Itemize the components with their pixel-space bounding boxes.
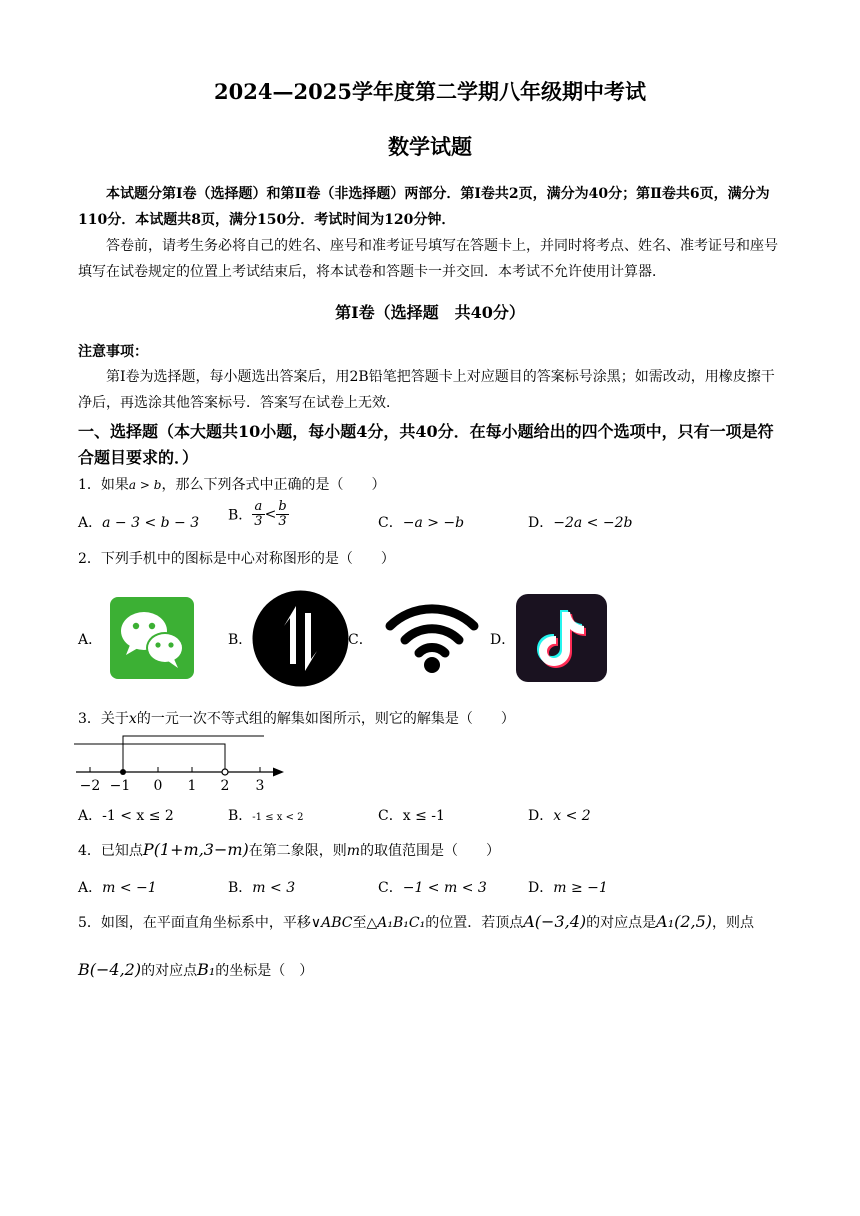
exam-subtitle: 数学试题 xyxy=(388,134,472,159)
tick-label: 3 xyxy=(255,778,265,794)
transfer-arrows-icon xyxy=(252,590,349,687)
question-3-option-a: A．-1 < x ≤ 2 xyxy=(78,808,174,824)
notice-text: 第Ⅰ卷为选择题，每小题选出答案后，用2B铅笔把答题卡上对应题目的答案标号涂黑；如需改动，用橡皮擦干净后，再选涂其他答案标号．答案写在试卷上无效． xyxy=(78,369,775,411)
question-2-option-c-label: C． xyxy=(348,632,373,648)
question-1-option-c: C．−a > −b xyxy=(378,515,465,531)
question-4-option-d: D．m ≥ −1 xyxy=(528,880,608,896)
solid-dot-minus-1 xyxy=(120,769,126,775)
tiktok-icon xyxy=(516,594,607,682)
question-2-option-b-label: B． xyxy=(228,632,253,648)
open-dot-2 xyxy=(222,769,228,775)
question-5-stem-line-2: B(−4,2)的对应点B₁的坐标是（ ） xyxy=(78,960,314,979)
question-1-option-b: B． $\frac{a}{3}$ < $\frac{b}{3}$ xyxy=(228,499,287,529)
tick-label: 1 xyxy=(187,778,197,794)
question-3-stem: 3．关于x的一元一次不等式组的解集如图所示，则它的解集是（ ） xyxy=(78,711,515,727)
question-5-stem-line-1: 5．如图，在平面直角坐标系中，平移∨ABC至△A₁B₁C₁的位置．若顶点A(−3,4)的对应点是A₁(2,5)，则点 xyxy=(78,912,755,931)
question-4-option-b: B．m < 3 xyxy=(228,880,296,896)
intro-paragraph-2: 答卷前，请考生务必将自己的姓名、座号和准考证号填写在答题卡上，并同时将考点、姓名、准考证号和座号填写在试卷规定的位置上考试结束后，将本试卷和答题卡一并交回．本考试不允许使用计算器． xyxy=(78,238,778,280)
notice-label: 注意事项： xyxy=(78,344,148,360)
question-3-option-b: B．-1 ≤ x < 2 xyxy=(228,808,304,824)
section1-heading: 一、选择题（本大题共10小题，每小题4分，共40分．在每小题给出的四个选项中，只有一项是符合题目要求的．） xyxy=(78,422,774,467)
question-3-option-c: C．x ≤ -1 xyxy=(378,808,445,824)
wechat-icon xyxy=(110,597,194,679)
question-4-stem: 4．已知点P(1+m,3−m)在第二象限，则m的取值范围是（ ） xyxy=(78,840,501,859)
part1-heading: 第Ⅰ卷（选择题 共40分） xyxy=(335,303,525,322)
tick-label: 2 xyxy=(220,778,230,794)
tick-label: 0 xyxy=(153,778,163,794)
question-4-option-a: A．m < −1 xyxy=(78,880,157,896)
question-1-stem: 1．如果a > b，那么下列各式中正确的是（ ） xyxy=(78,477,386,493)
question-1-option-a: A．a − 3 < b − 3 xyxy=(78,515,200,531)
question-4-option-c: C．−1 < m < 3 xyxy=(378,880,487,896)
tick-label: −1 xyxy=(109,778,131,794)
question-2-stem: 2．下列手机中的图标是中心对称图形的是（ ） xyxy=(78,551,395,567)
wifi-icon xyxy=(385,600,479,674)
exam-title: 2024—2025学年度第二学期八年级期中考试 xyxy=(214,79,646,104)
intro-paragraph-1: 本试题分第Ⅰ卷（选择题）和第Ⅱ卷（非选择题）两部分．第Ⅰ卷共2页，满分为40分；第Ⅱ卷共6页，满分为110分．本试题共8页，满分150分．考试时间为120分钟． xyxy=(78,186,770,228)
number-line-diagram xyxy=(74,732,290,796)
question-2-option-d-label: D． xyxy=(490,632,516,648)
question-3-option-d: D．x < 2 xyxy=(528,808,591,824)
tick-label: −2 xyxy=(79,778,101,794)
question-1-option-d: D．−2a < −2b xyxy=(528,515,633,531)
question-2-option-a-label: A． xyxy=(78,632,103,648)
